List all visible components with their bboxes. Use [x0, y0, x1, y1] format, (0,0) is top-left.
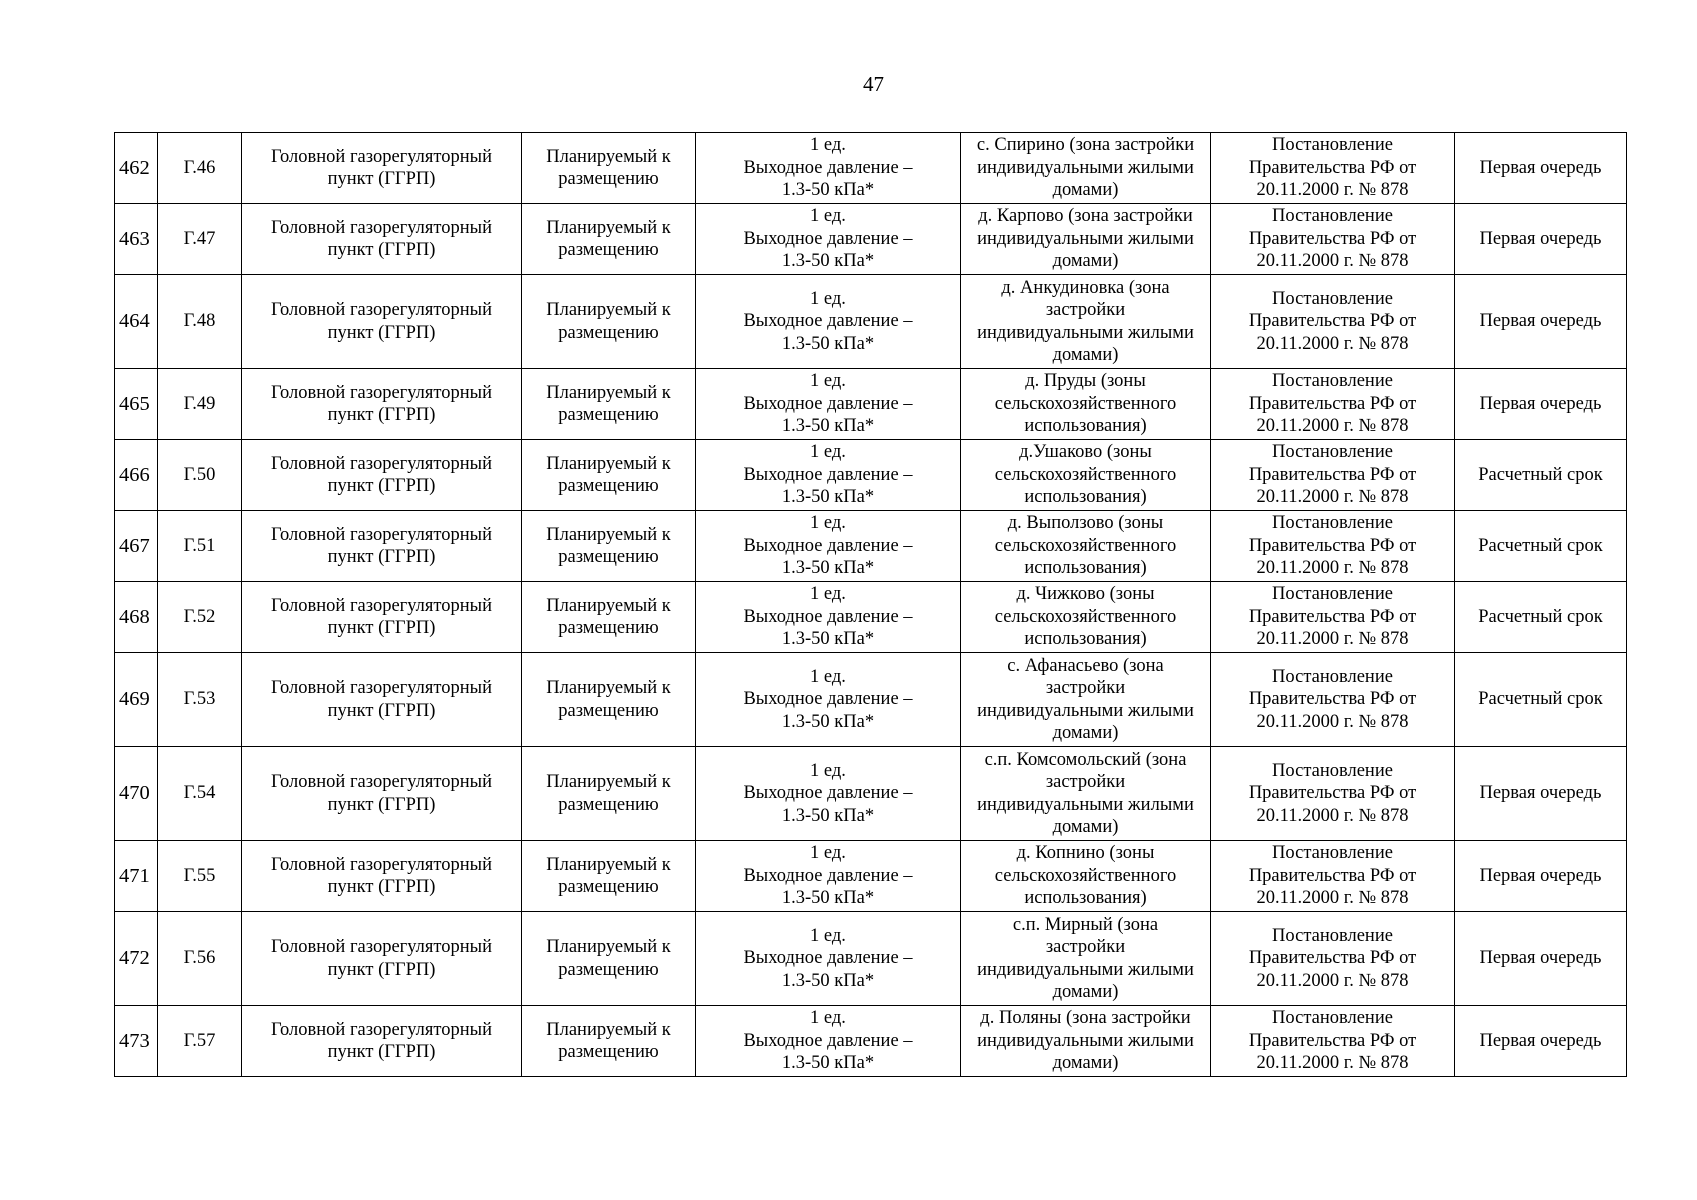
object-name-cell [242, 653, 522, 747]
object-parameters-cell [696, 747, 961, 841]
implementation-stage-cell: Первая очередь [1455, 369, 1627, 440]
legal-basis-cell [1211, 133, 1455, 204]
object-name-cell [242, 511, 522, 582]
object-location-line: застройки [1045, 300, 1126, 320]
object-code-cell: Г.46 [158, 133, 242, 204]
object-parameters-line: 1.3-50 кПа* [781, 970, 875, 991]
object-name-line: пункт (ГГРП) [327, 618, 436, 638]
object-parameters-line: Выходное давление – [743, 157, 913, 178]
object-parameters-line: Выходное давление – [743, 606, 913, 627]
object-code-cell: Г.55 [158, 841, 242, 912]
object-name-cell [242, 582, 522, 653]
legal-basis-cell [1211, 204, 1455, 275]
object-location-line: индивидуальными жилыми [977, 1030, 1194, 1051]
object-parameters-line: Выходное давление – [743, 393, 913, 414]
object-location-cell [961, 582, 1211, 653]
object-name-line: Головной газорегуляторный [270, 595, 492, 616]
object-parameters-line: 1 ед. [810, 925, 846, 946]
object-location-line: с.п. Мирный (зона [1012, 914, 1159, 935]
object-parameters-line: 1 ед. [810, 442, 846, 463]
object-location-line: домами) [1052, 1053, 1119, 1074]
legal-basis-line: Постановление [1272, 760, 1393, 781]
legal-basis-cell [1211, 582, 1455, 653]
object-status-cell [522, 440, 696, 511]
object-parameters-line: 1.3-50 кПа* [781, 333, 875, 354]
object-location-cell [961, 1006, 1211, 1077]
implementation-stage-cell: Первая очередь [1455, 133, 1627, 204]
object-name-line: пункт (ГГРП) [327, 476, 436, 496]
object-parameters-line: Выходное давление – [743, 865, 913, 886]
object-parameters-line: 1.3-50 кПа* [781, 711, 875, 732]
object-location-line: д. Пруды (зоны [1025, 371, 1146, 392]
legal-basis-line: Правительства РФ от [1248, 311, 1417, 332]
legal-basis-line: Постановление [1272, 584, 1393, 605]
object-parameters-line: Выходное давление – [743, 464, 913, 485]
object-parameters-cell [696, 1006, 961, 1077]
object-location-line: использования) [1024, 558, 1147, 579]
object-location-line: сельскохозяйственного [994, 464, 1177, 485]
object-parameters-cell [696, 511, 961, 582]
legal-basis-line: Постановление [1272, 925, 1393, 946]
legal-basis-cell [1211, 511, 1455, 582]
facilities-table [114, 132, 1627, 1077]
object-parameters-line: 1.3-50 кПа* [781, 487, 875, 508]
object-location-line: домами) [1052, 251, 1119, 272]
object-parameters-cell [696, 912, 961, 1006]
legal-basis-line: 20.11.2000 г. № 878 [1256, 558, 1409, 579]
legal-basis-line: 20.11.2000 г. № 878 [1256, 711, 1409, 732]
row-number-cell: 462 [115, 133, 158, 204]
table-row [115, 204, 1627, 275]
object-parameters-line: 1 ед. [810, 371, 846, 392]
object-location-line: сельскохозяйственного [994, 393, 1177, 414]
row-number-cell: 469 [115, 653, 158, 747]
page-number: 47 [863, 72, 884, 96]
object-parameters-cell [696, 653, 961, 747]
object-location-cell [961, 912, 1211, 1006]
object-location-line: индивидуальными жилыми [977, 794, 1194, 815]
table-row [115, 440, 1627, 511]
object-code-cell: Г.57 [158, 1006, 242, 1077]
object-location-line: сельскохозяйственного [994, 606, 1177, 627]
object-status-line: Планируемый к [546, 453, 671, 474]
object-code-cell: Г.53 [158, 653, 242, 747]
object-name-line: пункт (ГГРП) [327, 322, 436, 343]
legal-basis-line: Постановление [1272, 288, 1393, 309]
object-status-line: размещению [558, 700, 659, 721]
object-status-cell [522, 369, 696, 440]
object-name-cell [242, 440, 522, 511]
table-row [115, 133, 1627, 204]
object-status-line: размещению [558, 959, 659, 980]
object-name-line: Головной газорегуляторный [270, 146, 492, 167]
row-number-cell: 470 [115, 747, 158, 841]
object-status-cell [522, 653, 696, 747]
object-location-cell [961, 275, 1211, 369]
object-location-line: с. Афанасьево (зона [1007, 655, 1164, 676]
object-location-line: д. Поляны (зона застройки [980, 1008, 1191, 1029]
object-location-line: индивидуальными жилыми [977, 228, 1194, 249]
object-parameters-line: 1 ед. [810, 666, 846, 687]
legal-basis-cell [1211, 275, 1455, 369]
legal-basis-line: Постановление [1272, 135, 1393, 156]
object-location-line: д. Чижково (зоны [1016, 584, 1155, 605]
object-location-line: индивидуальными жилыми [977, 959, 1194, 980]
legal-basis-line: 20.11.2000 г. № 878 [1256, 487, 1409, 508]
object-parameters-cell [696, 841, 961, 912]
object-location-line: с.п. Комсомольский (зона [984, 749, 1187, 770]
object-parameters-cell [696, 582, 961, 653]
row-number-cell: 472 [115, 912, 158, 1006]
legal-basis-line: Правительства РФ от [1248, 464, 1417, 485]
object-location-line: домами) [1052, 723, 1119, 743]
object-parameters-line: 1.3-50 кПа* [781, 805, 875, 826]
object-status-line: Планируемый к [546, 382, 671, 403]
object-location-line: д. Анкудиновка (зона [1001, 277, 1170, 298]
legal-basis-line: Правительства РФ от [1248, 1030, 1417, 1051]
object-name-cell [242, 841, 522, 912]
object-location-line: с. Спирино (зона застройки [976, 135, 1195, 156]
legal-basis-line: Постановление [1272, 206, 1393, 227]
object-status-line: размещению [558, 169, 659, 189]
object-status-cell [522, 747, 696, 841]
legal-basis-line: Постановление [1272, 843, 1393, 864]
legal-basis-cell [1211, 841, 1455, 912]
object-name-cell [242, 1006, 522, 1077]
legal-basis-line: Постановление [1272, 371, 1393, 392]
table-row [115, 653, 1627, 747]
object-location-line: д. Карпово (зона застройки [978, 206, 1193, 227]
object-name-line: пункт (ГГРП) [327, 700, 436, 721]
row-number-cell: 473 [115, 1006, 158, 1077]
object-status-cell [522, 275, 696, 369]
object-name-cell [242, 275, 522, 369]
table-row [115, 747, 1627, 841]
object-parameters-cell [696, 369, 961, 440]
legal-basis-cell [1211, 653, 1455, 747]
legal-basis-line: Постановление [1272, 513, 1393, 534]
object-location-line: д.Ушаково (зоны [1019, 442, 1152, 463]
object-code-cell: Г.50 [158, 440, 242, 511]
object-location-line: использования) [1024, 888, 1147, 909]
object-status-line: размещению [558, 476, 659, 496]
object-parameters-line: Выходное давление – [743, 948, 913, 969]
object-name-line: Головной газорегуляторный [270, 217, 492, 238]
legal-basis-line: 20.11.2000 г. № 878 [1256, 970, 1409, 991]
legal-basis-line: 20.11.2000 г. № 878 [1256, 416, 1409, 437]
object-parameters-line: 1.3-50 кПа* [781, 1053, 875, 1074]
implementation-stage-cell: Расчетный срок [1455, 440, 1627, 511]
object-parameters-cell [696, 204, 961, 275]
object-status-cell [522, 841, 696, 912]
object-name-cell [242, 747, 522, 841]
object-parameters-line: 1 ед. [810, 206, 846, 227]
table-row [115, 275, 1627, 369]
object-location-cell [961, 369, 1211, 440]
table-row [115, 912, 1627, 1006]
object-code-cell: Г.49 [158, 369, 242, 440]
object-location-line: домами) [1052, 180, 1119, 201]
object-name-line: пункт (ГГРП) [327, 547, 436, 567]
object-parameters-line: 1 ед. [810, 1008, 846, 1029]
object-name-line: Головной газорегуляторный [270, 524, 492, 545]
implementation-stage-cell: Первая очередь [1455, 275, 1627, 369]
object-name-line: Головной газорегуляторный [270, 772, 492, 792]
row-number-cell: 468 [115, 582, 158, 653]
object-parameters-cell [696, 275, 961, 369]
object-location-line: д. Выползово (зоны [1007, 513, 1164, 534]
legal-basis-line: 20.11.2000 г. № 878 [1256, 333, 1409, 354]
object-location-line: индивидуальными жилыми [977, 700, 1194, 721]
object-status-line: размещению [558, 877, 659, 897]
object-location-line: использования) [1024, 416, 1147, 437]
object-code-cell: Г.48 [158, 275, 242, 369]
object-location-line: индивидуальными жилыми [977, 157, 1194, 178]
object-status-cell [522, 204, 696, 275]
object-name-line: Головной газорегуляторный [270, 854, 492, 875]
implementation-stage-cell: Первая очередь [1455, 841, 1627, 912]
legal-basis-line: 20.11.2000 г. № 878 [1256, 251, 1409, 272]
object-status-line: размещению [558, 240, 659, 260]
object-location-cell [961, 747, 1211, 841]
object-status-line: Планируемый к [546, 146, 671, 167]
legal-basis-line: Правительства РФ от [1248, 535, 1417, 556]
legal-basis-line: Постановление [1272, 442, 1393, 463]
object-status-line: Планируемый к [546, 1019, 671, 1040]
implementation-stage-cell: Расчетный срок [1455, 582, 1627, 653]
legal-basis-line: Правительства РФ от [1248, 783, 1417, 804]
row-number-cell: 471 [115, 841, 158, 912]
object-parameters-line: 1 ед. [810, 584, 846, 605]
object-location-line: домами) [1052, 982, 1119, 1002]
legal-basis-line: Правительства РФ от [1248, 606, 1417, 627]
object-parameters-line: 1 ед. [810, 760, 846, 781]
table-row [115, 369, 1627, 440]
object-name-line: Головной газорегуляторный [270, 453, 492, 474]
object-status-line: размещению [558, 405, 659, 425]
object-name-line: пункт (ГГРП) [327, 959, 436, 980]
object-parameters-cell [696, 440, 961, 511]
object-name-line: пункт (ГГРП) [327, 1042, 436, 1062]
object-status-line: размещению [558, 794, 659, 815]
object-parameters-line: Выходное давление – [743, 783, 913, 804]
object-code-cell: Г.51 [158, 511, 242, 582]
object-location-line: домами) [1052, 817, 1119, 837]
object-name-cell [242, 204, 522, 275]
object-location-line: застройки [1045, 678, 1126, 698]
object-name-line: Головной газорегуляторный [270, 678, 492, 698]
object-name-line: пункт (ГГРП) [327, 169, 436, 189]
object-status-line: Планируемый к [546, 678, 671, 698]
legal-basis-line: 20.11.2000 г. № 878 [1256, 888, 1409, 909]
object-name-line: Головной газорегуляторный [270, 1019, 492, 1040]
legal-basis-line: 20.11.2000 г. № 878 [1256, 1053, 1409, 1074]
legal-basis-cell [1211, 1006, 1455, 1077]
implementation-stage-cell: Первая очередь [1455, 747, 1627, 841]
implementation-stage-cell: Расчетный срок [1455, 511, 1627, 582]
object-parameters-line: Выходное давление – [743, 1030, 913, 1051]
object-status-cell [522, 1006, 696, 1077]
object-parameters-line: 1.3-50 кПа* [781, 558, 875, 579]
object-code-cell: Г.54 [158, 747, 242, 841]
row-number-cell: 464 [115, 275, 158, 369]
object-status-line: Планируемый к [546, 772, 671, 792]
object-status-line: Планируемый к [546, 524, 671, 545]
object-status-line: Планируемый к [546, 937, 671, 957]
legal-basis-line: Правительства РФ от [1248, 393, 1417, 414]
object-location-cell [961, 841, 1211, 912]
object-code-cell: Г.56 [158, 912, 242, 1006]
object-status-line: размещению [558, 618, 659, 638]
implementation-stage-cell: Расчетный срок [1455, 653, 1627, 747]
object-status-line: размещению [558, 1042, 659, 1062]
object-status-cell [522, 511, 696, 582]
object-location-line: использования) [1024, 629, 1147, 650]
legal-basis-line: Правительства РФ от [1248, 228, 1417, 249]
object-name-cell [242, 912, 522, 1006]
legal-basis-cell [1211, 440, 1455, 511]
object-status-line: размещению [558, 547, 659, 567]
object-parameters-line: 1 ед. [810, 843, 846, 864]
row-number-cell: 467 [115, 511, 158, 582]
object-parameters-line: 1.3-50 кПа* [781, 888, 875, 909]
legal-basis-line: Правительства РФ от [1248, 948, 1417, 969]
object-location-cell [961, 511, 1211, 582]
object-status-line: Планируемый к [546, 217, 671, 238]
object-status-cell [522, 912, 696, 1006]
implementation-stage-cell: Первая очередь [1455, 912, 1627, 1006]
object-location-line: использования) [1024, 487, 1147, 508]
object-name-line: пункт (ГГРП) [327, 405, 436, 425]
object-location-cell [961, 133, 1211, 204]
row-number-cell: 465 [115, 369, 158, 440]
object-parameters-line: 1.3-50 кПа* [781, 251, 875, 272]
object-location-line: застройки [1045, 772, 1126, 792]
object-parameters-line: 1.3-50 кПа* [781, 629, 875, 650]
legal-basis-line: 20.11.2000 г. № 878 [1256, 805, 1409, 826]
object-parameters-line: 1.3-50 кПа* [781, 416, 875, 437]
object-location-cell [961, 204, 1211, 275]
table-body [115, 133, 1627, 1077]
table-row [115, 511, 1627, 582]
object-status-line: Планируемый к [546, 300, 671, 320]
object-location-line: индивидуальными жилыми [977, 322, 1194, 343]
legal-basis-cell [1211, 747, 1455, 841]
object-name-cell [242, 369, 522, 440]
object-code-cell: Г.47 [158, 204, 242, 275]
object-code-cell: Г.52 [158, 582, 242, 653]
object-name-line: Головной газорегуляторный [270, 937, 492, 957]
object-status-line: размещению [558, 322, 659, 343]
legal-basis-cell [1211, 369, 1455, 440]
object-parameters-line: Выходное давление – [743, 689, 913, 710]
object-status-cell [522, 133, 696, 204]
object-location-line: сельскохозяйственного [994, 535, 1177, 556]
object-status-line: Планируемый к [546, 595, 671, 616]
legal-basis-cell [1211, 912, 1455, 1006]
legal-basis-line: 20.11.2000 г. № 878 [1256, 629, 1409, 650]
object-parameters-line: 1 ед. [810, 513, 846, 534]
object-location-line: застройки [1045, 937, 1126, 957]
object-parameters-line: 1 ед. [810, 135, 846, 156]
object-location-line: д. Копнино (зоны [1016, 843, 1155, 864]
table-row [115, 841, 1627, 912]
legal-basis-line: Правительства РФ от [1248, 865, 1417, 886]
object-parameters-line: 1 ед. [810, 288, 846, 309]
object-parameters-cell [696, 133, 961, 204]
object-status-line: Планируемый к [546, 854, 671, 875]
implementation-stage-cell: Первая очередь [1455, 204, 1627, 275]
object-name-line: пункт (ГГРП) [327, 794, 436, 815]
object-parameters-line: Выходное давление – [743, 311, 913, 332]
object-parameters-line: Выходное давление – [743, 535, 913, 556]
table-row [115, 582, 1627, 653]
table-row [115, 1006, 1627, 1077]
legal-basis-line: Постановление [1272, 1008, 1393, 1029]
object-location-cell [961, 440, 1211, 511]
legal-basis-line: Постановление [1272, 666, 1393, 687]
legal-basis-line: Правительства РФ от [1248, 689, 1417, 710]
object-name-cell [242, 133, 522, 204]
object-name-line: Головной газорегуляторный [270, 300, 492, 320]
object-location-line: сельскохозяйственного [994, 865, 1177, 886]
object-status-cell [522, 582, 696, 653]
object-location-cell [961, 653, 1211, 747]
legal-basis-line: 20.11.2000 г. № 878 [1256, 180, 1409, 201]
object-location-line: домами) [1052, 345, 1119, 365]
object-parameters-line: 1.3-50 кПа* [781, 180, 875, 201]
object-parameters-line: Выходное давление – [743, 228, 913, 249]
object-name-line: Головной газорегуляторный [270, 382, 492, 403]
object-name-line: пункт (ГГРП) [327, 240, 436, 260]
implementation-stage-cell: Первая очередь [1455, 1006, 1627, 1077]
row-number-cell: 466 [115, 440, 158, 511]
legal-basis-line: Правительства РФ от [1248, 157, 1417, 178]
object-name-line: пункт (ГГРП) [327, 877, 436, 897]
row-number-cell: 463 [115, 204, 158, 275]
